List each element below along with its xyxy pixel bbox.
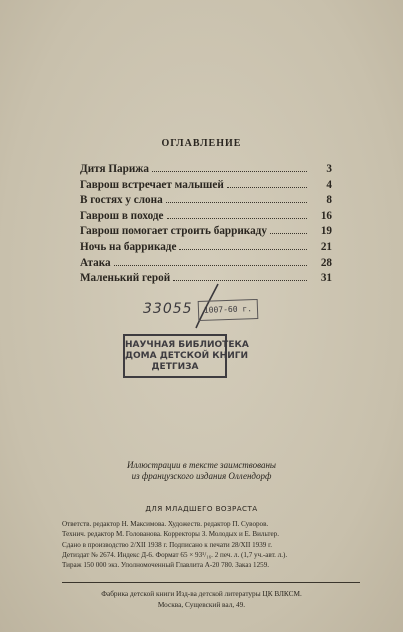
- printer-line: Фабрика детской книги Изд-ва детской литературы ЦК ВЛКСМ.: [101, 589, 302, 598]
- toc-entry: [80, 240, 332, 256]
- toc-leader-dots: [227, 178, 307, 188]
- illustration-note-line: Иллюстрации в тексте заимствованы: [126, 460, 277, 470]
- toc-entry: [80, 209, 332, 225]
- toc-entry: [80, 193, 332, 209]
- toc-entry-page: 4: [326, 178, 332, 191]
- credits-line: Сдано в производство 2/XII 1938 г. Подписано к печати 28/XII 1939 г.: [62, 540, 272, 549]
- toc-entry: [80, 256, 332, 272]
- library-stamp: [123, 334, 249, 378]
- credits-line: Детиздат № 2674. Индекс Д-6. Формат 65 × 93¹/₁₆. 2 печ. л. (1,7 уч.-авт. л.).: [62, 550, 288, 559]
- toc-entry: [80, 162, 332, 178]
- toc-entry-title: Дитя Парижа: [80, 163, 150, 175]
- toc-entry-title: Атака: [80, 256, 111, 269]
- printer-line: Москва, Сущевский вал, 49.: [157, 600, 246, 609]
- toc-entry-page: 21: [320, 240, 332, 253]
- illustration-note: [0, 460, 403, 482]
- inventory-number-stamp: 33055: [143, 301, 193, 317]
- illustration-note-line: из французского издания Оллендорф: [131, 471, 272, 481]
- printer-imprint: [0, 588, 403, 610]
- credits-line: Тираж 150 000 экз. Уполномоченный Главлита А-20 780. Заказ 1259.: [62, 561, 270, 570]
- toc-entry-title: В гостях у слона: [80, 194, 163, 207]
- toc-entry-page: 19: [320, 225, 332, 238]
- toc-entry: [80, 178, 332, 194]
- toc-entry-page: 16: [320, 209, 332, 222]
- table-of-contents: [80, 162, 332, 287]
- toc-entry-page: 31: [320, 272, 332, 285]
- publication-credits: [62, 519, 362, 570]
- date-stamp: 1007-60 г.: [198, 299, 259, 321]
- toc-entry-title: Гаврош помогает строить баррикаду: [80, 225, 267, 238]
- toc-entry-page: 28: [320, 256, 332, 269]
- toc-leader-dots: [152, 162, 307, 172]
- toc-entry-title: Ночь на баррикаде: [80, 240, 177, 253]
- divider-rule: [62, 582, 360, 583]
- library-stamp-line: ДЕТГИЗА: [151, 362, 199, 372]
- toc-leader-dots: [179, 240, 307, 250]
- toc-entry-title: Маленький герой: [80, 272, 171, 285]
- toc-leader-dots: [166, 193, 307, 203]
- toc-leader-dots: [270, 224, 307, 234]
- age-group-label: ДЛЯ МЛАДШЕГО ВОЗРАСТА: [145, 504, 258, 513]
- credits-line: Ответств. редактор Н. Максимова. Художеств. редактор П. Суворов.: [62, 520, 269, 528]
- toc-leader-dots: [114, 256, 307, 266]
- toc-entry-title: Гаврош встречает малышей: [80, 178, 224, 191]
- toc-entry: [80, 224, 332, 240]
- toc-leader-dots: [173, 271, 307, 281]
- credits-line: Технич. редактор М. Голованова. Корректоры З. Молодых и Е. Вильтер.: [62, 530, 280, 539]
- toc-entry-title: Гаврош в походе: [80, 209, 164, 222]
- toc-leader-dots: [167, 209, 308, 219]
- library-stamp-line: ДОМА ДЕТСКОЙ КНИГИ: [125, 351, 248, 361]
- toc-title: ОГЛАВЛЕНИЕ: [161, 138, 242, 149]
- toc-entry-page: 8: [326, 194, 332, 207]
- library-stamp-line: НАУЧНАЯ БИБЛИОТЕКА: [125, 340, 249, 350]
- toc-entry-page: 3: [326, 163, 332, 175]
